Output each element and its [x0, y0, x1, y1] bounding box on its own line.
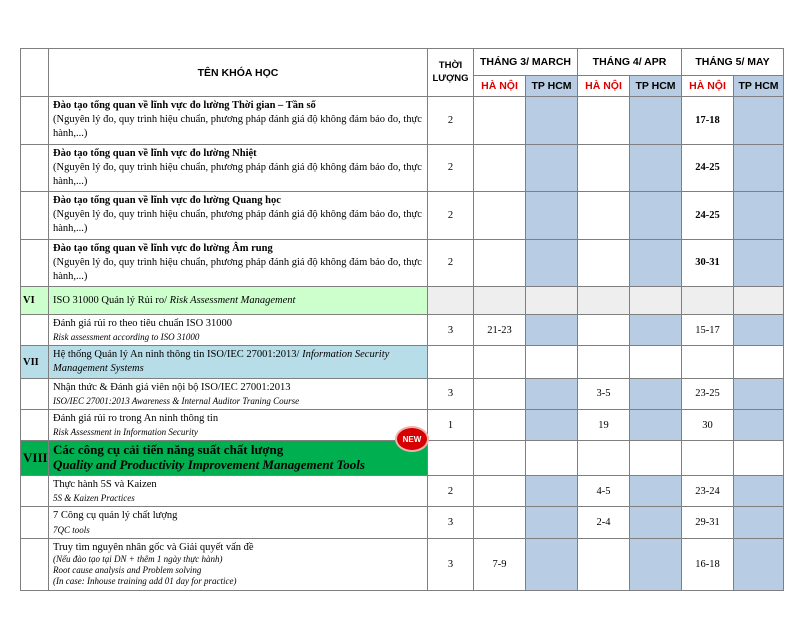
header-course-name: TÊN KHÓA HỌC [49, 49, 428, 97]
duration-cell [428, 441, 474, 476]
may-hcm-cell [734, 507, 784, 538]
may-hcm-cell [734, 144, 784, 192]
table-row [21, 315, 784, 346]
march-hanoi-cell [474, 378, 526, 409]
course-note-en: (In case: Inhouse training add 01 day for practice) [53, 576, 237, 587]
header-hanoi: HÀ NỘI [578, 76, 630, 97]
duration-cell [428, 287, 474, 315]
course-title: Đào tạo tổng quan về lĩnh vực đo lường Âm rung [53, 242, 273, 254]
section-number: VIII [21, 441, 49, 476]
march-hcm-cell [526, 409, 578, 440]
march-hanoi-cell [474, 507, 526, 538]
course-title: Đào tạo tổng quan về lĩnh vực đo lường Quang học [53, 195, 281, 207]
section-title-vn: Các công cụ cải tiến năng suất chất lượng [53, 442, 284, 458]
may-hcm-cell [734, 476, 784, 507]
table-row [21, 192, 784, 240]
row-index-cell [21, 315, 49, 346]
may-hanoi-cell: 30-31 [682, 239, 734, 287]
may-hanoi-cell: 23-24 [682, 476, 734, 507]
march-hcm-cell [526, 97, 578, 145]
row-index-cell [21, 144, 49, 192]
april-hcm-cell [630, 315, 682, 346]
april-hanoi-cell [578, 192, 630, 240]
course-title: Đánh giá rủi ro theo tiêu chuẩn ISO 31000 [53, 318, 233, 330]
row-index-cell [21, 192, 49, 240]
april-hanoi-cell [578, 144, 630, 192]
section-title-en: Risk Assessment Management [169, 295, 296, 307]
april-hcm-cell [630, 378, 682, 409]
march-hanoi-cell [474, 476, 526, 507]
duration-cell: 2 [428, 239, 474, 287]
course-subtitle: (Nguyên lý đo, quy trình hiệu chuẩn, phương pháp đánh giá độ không đảm bảo đo, thực hành,...) [53, 114, 422, 140]
duration-cell: 3 [428, 507, 474, 538]
header-blank [21, 49, 49, 97]
section-title [49, 441, 428, 476]
april-hanoi-cell [578, 346, 630, 378]
course-title-en: Root cause analysis and Problem solving [53, 565, 202, 576]
march-hcm-cell [526, 378, 578, 409]
march-hanoi-cell: 7-9 [474, 538, 526, 590]
march-hanoi-cell [474, 97, 526, 145]
march-hcm-cell [526, 239, 578, 287]
march-hcm-cell [526, 287, 578, 315]
course-title: Đánh giá rủi ro trong An ninh thông tin [53, 412, 219, 424]
section-title-vn: Hệ thống Quản lý An ninh thông tin ISO/IEC 27001:2013/ [53, 349, 303, 361]
duration-cell: 2 [428, 97, 474, 145]
header-hcm: TP HCM [630, 76, 682, 97]
may-hanoi-cell [682, 287, 734, 315]
section-number: VII [21, 346, 49, 378]
april-hcm-cell [630, 538, 682, 590]
duration-cell: 1 [428, 409, 474, 440]
header-month-march: THÁNG 3/ MARCH [474, 49, 578, 76]
course-title-en: Risk Assessment in Information Security [53, 427, 198, 438]
course-cell [49, 538, 428, 590]
course-title-en: ISO/IEC 27001:2013 Awareness & Internal Auditor Traning Course [53, 395, 300, 406]
april-hanoi-cell: 2-4 [578, 507, 630, 538]
course-cell [49, 409, 428, 440]
march-hanoi-cell [474, 144, 526, 192]
duration-cell: 2 [428, 144, 474, 192]
row-index-cell [21, 507, 49, 538]
april-hcm-cell [630, 476, 682, 507]
row-index-cell [21, 476, 49, 507]
april-hcm-cell [630, 287, 682, 315]
section-title-en: Quality and Productivity Improvement Management Tools [53, 457, 365, 473]
course-cell [49, 239, 428, 287]
table-row [21, 144, 784, 192]
may-hanoi-cell: 30 [682, 409, 734, 440]
april-hanoi-cell: 4-5 [578, 476, 630, 507]
march-hcm-cell [526, 144, 578, 192]
march-hanoi-cell [474, 192, 526, 240]
may-hcm-cell [734, 378, 784, 409]
duration-cell: 2 [428, 192, 474, 240]
may-hcm-cell [734, 192, 784, 240]
may-hanoi-cell: 24-25 [682, 192, 734, 240]
may-hcm-cell [734, 97, 784, 145]
april-hcm-cell [630, 239, 682, 287]
march-hcm-cell [526, 441, 578, 476]
course-title: Nhận thức & Đánh giá viên nội bộ ISO/IEC 27001:2013 [53, 381, 291, 393]
course-note: (Nếu đào tạo tại DN + thêm 1 ngày thực hành) [53, 553, 223, 564]
march-hcm-cell [526, 346, 578, 378]
course-title: Đào tạo tổng quan về lĩnh vực đo lường Thời gian – Tần số [53, 100, 316, 111]
header-hcm: TP HCM [526, 76, 578, 97]
header-month-may: THÁNG 5/ MAY [682, 49, 784, 76]
march-hcm-cell [526, 476, 578, 507]
row-index-cell [21, 378, 49, 409]
row-index-cell [21, 97, 49, 145]
course-cell [49, 144, 428, 192]
row-index-cell [21, 239, 49, 287]
duration-cell: 3 [428, 378, 474, 409]
course-title-en: Risk assessment according to ISO 31000 [53, 332, 200, 343]
may-hcm-cell [734, 409, 784, 440]
march-hanoi-cell [474, 346, 526, 378]
course-subtitle: (Nguyên lý đo, quy trình hiệu chuẩn, phương pháp đánh giá độ không đảm bảo đo, thực hành,...) [53, 256, 422, 282]
course-title: Truy tìm nguyên nhân gốc và Giải quyết vấn đề [53, 541, 254, 553]
course-cell [49, 315, 428, 346]
march-hanoi-cell [474, 441, 526, 476]
course-title: Thực hành 5S và Kaizen [53, 479, 157, 491]
course-title-en: 5S & Kaizen Practices [53, 493, 135, 504]
april-hcm-cell [630, 97, 682, 145]
header-month-april: THÁNG 4/ APR [578, 49, 682, 76]
header-hcm: TP HCM [734, 76, 784, 97]
may-hanoi-cell: 24-25 [682, 144, 734, 192]
header-hanoi: HÀ NỘI [474, 76, 526, 97]
course-cell [49, 476, 428, 507]
header-hanoi: HÀ NỘI [682, 76, 734, 97]
march-hcm-cell [526, 192, 578, 240]
april-hanoi-cell [578, 441, 630, 476]
section-title [49, 346, 428, 378]
course-title: Đào tạo tổng quan về lĩnh vực đo lường Nhiệt [53, 147, 257, 159]
april-hcm-cell [630, 507, 682, 538]
may-hanoi-cell: 16-18 [682, 538, 734, 590]
duration-cell [428, 346, 474, 378]
duration-cell: 3 [428, 315, 474, 346]
duration-cell: 3 [428, 538, 474, 590]
march-hanoi-cell [474, 287, 526, 315]
course-cell [49, 507, 428, 538]
row-index-cell [21, 538, 49, 590]
header-duration: THỜI LƯỢNG [428, 49, 474, 97]
header-row-months [21, 49, 784, 76]
may-hcm-cell [734, 441, 784, 476]
may-hanoi-cell [682, 346, 734, 378]
section-title-vn: ISO 31000 Quản lý Rủi ro/ [53, 295, 170, 307]
april-hanoi-cell: 19 [578, 409, 630, 440]
may-hanoi-cell: 15-17 [682, 315, 734, 346]
may-hcm-cell [734, 346, 784, 378]
course-title: 7 Công cụ quản lý chất lượng [53, 510, 178, 522]
course-cell [49, 378, 428, 409]
course-cell [49, 192, 428, 240]
table-row [21, 476, 784, 507]
april-hanoi-cell [578, 239, 630, 287]
april-hanoi-cell [578, 315, 630, 346]
may-hcm-cell [734, 287, 784, 315]
table-row [21, 538, 784, 590]
march-hcm-cell [526, 538, 578, 590]
april-hcm-cell [630, 192, 682, 240]
march-hanoi-cell [474, 239, 526, 287]
may-hanoi-cell [682, 441, 734, 476]
march-hanoi-cell: 21-23 [474, 315, 526, 346]
april-hcm-cell [630, 441, 682, 476]
may-hcm-cell [734, 538, 784, 590]
april-hanoi-cell [578, 287, 630, 315]
march-hcm-cell [526, 315, 578, 346]
april-hanoi-cell [578, 538, 630, 590]
course-subtitle: (Nguyên lý đo, quy trình hiệu chuẩn, phương pháp đánh giá độ không đảm bảo đo, thực hành,...) [53, 209, 422, 235]
may-hanoi-cell: 17-18 [682, 97, 734, 145]
section-title [49, 287, 428, 315]
april-hcm-cell [630, 409, 682, 440]
may-hanoi-cell: 23-25 [682, 378, 734, 409]
duration-cell: 2 [428, 476, 474, 507]
section-title-en: Information Security Management Systems [53, 349, 390, 375]
april-hcm-cell [630, 346, 682, 378]
row-index-cell [21, 409, 49, 440]
april-hcm-cell [630, 144, 682, 192]
new-badge: NEW [397, 428, 427, 450]
april-hanoi-cell [578, 97, 630, 145]
table-row [21, 239, 784, 287]
may-hcm-cell [734, 315, 784, 346]
table-row [21, 378, 784, 409]
section-row-vi [21, 287, 784, 315]
course-title-en: 7QC tools [53, 524, 90, 535]
may-hcm-cell [734, 239, 784, 287]
may-hanoi-cell: 29-31 [682, 507, 734, 538]
march-hcm-cell [526, 507, 578, 538]
section-row-vii [21, 346, 784, 378]
table-row [21, 507, 784, 538]
section-number: VI [21, 287, 49, 315]
course-subtitle: (Nguyên lý đo, quy trình hiệu chuẩn, phương pháp đánh giá độ không đảm bảo đo, thực hành,...) [53, 161, 422, 187]
course-cell [49, 97, 428, 145]
march-hanoi-cell [474, 409, 526, 440]
april-hanoi-cell: 3-5 [578, 378, 630, 409]
training-schedule-table [20, 48, 784, 591]
table-row [21, 97, 784, 145]
